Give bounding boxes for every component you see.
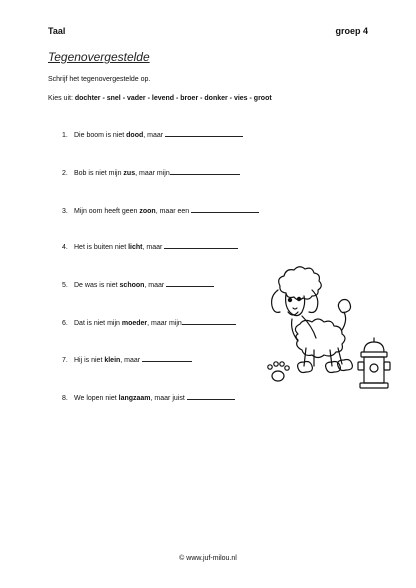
item-text: , maar mijn — [147, 320, 182, 327]
item-number: 8. — [62, 395, 68, 402]
item-keyword: dood — [126, 132, 144, 139]
item-number: 1. — [62, 132, 68, 139]
answer-blank[interactable] — [165, 129, 243, 137]
item-text: Mijn oom heeft geen — [74, 208, 140, 215]
item-keyword: schoon — [119, 282, 145, 289]
item-text: , maar mijn — [135, 170, 170, 177]
item-keyword: licht — [128, 244, 143, 251]
exercise-item-7 — [62, 354, 192, 364]
item-keyword: langzaam — [118, 395, 151, 402]
answer-blank[interactable] — [166, 279, 214, 287]
exercise-item-2 — [62, 167, 240, 177]
item-text: Dat is niet mijn — [74, 320, 122, 327]
item-number: 6. — [62, 320, 68, 327]
item-number: 3. — [62, 208, 68, 215]
item-number: 7. — [62, 357, 68, 364]
item-text: De was is niet — [74, 282, 120, 289]
item-text: , maar — [142, 244, 165, 251]
item-text: , maar — [120, 357, 143, 364]
item-number: 4. — [62, 244, 68, 251]
answer-blank[interactable] — [170, 167, 240, 175]
item-keyword: moeder — [121, 320, 148, 327]
page-title: Tegenovergestelde — [48, 50, 150, 64]
item-text: , maar juist — [150, 395, 187, 402]
instruction-text: Schrijf het tegenovergestelde op. — [48, 76, 151, 83]
poodle-with-fire-hydrant-icon — [262, 264, 402, 394]
exercise-item-3 — [62, 205, 259, 215]
exercise-item-4 — [62, 241, 238, 251]
item-keyword: zoon — [139, 208, 156, 215]
item-text: Bob is niet mijn — [74, 170, 124, 177]
subject-label: Taal — [48, 26, 66, 36]
grade-label: groep 4 — [335, 26, 368, 36]
footer-credit: © www.juf-milou.nl — [179, 555, 237, 562]
choose-label: Kies uit: — [48, 95, 73, 102]
answer-blank[interactable] — [191, 205, 259, 213]
item-number: 5. — [62, 282, 68, 289]
answer-blank[interactable] — [164, 241, 238, 249]
item-text: , maar — [143, 132, 166, 139]
answer-blank[interactable] — [182, 317, 236, 325]
item-text: , maar — [144, 282, 167, 289]
exercise-item-8 — [62, 392, 235, 402]
choose-words: dochter - snel - vader - levend - broer - donker - vies - groot — [74, 95, 272, 102]
item-text: Het is buiten niet — [74, 244, 129, 251]
item-text: We lopen niet — [74, 395, 119, 402]
item-number: 2. — [62, 170, 68, 177]
item-keyword: klein — [104, 357, 121, 364]
item-text: Hij is niet — [74, 357, 105, 364]
item-text: Die boom is niet — [74, 132, 127, 139]
word-choices — [48, 95, 272, 102]
exercise-item-1 — [62, 129, 243, 139]
answer-blank[interactable] — [187, 392, 235, 400]
answer-blank[interactable] — [142, 354, 192, 362]
exercise-item-5 — [62, 279, 214, 289]
exercise-item-6 — [62, 317, 236, 327]
item-text: , maar een — [155, 208, 192, 215]
item-keyword: zus — [123, 170, 136, 177]
